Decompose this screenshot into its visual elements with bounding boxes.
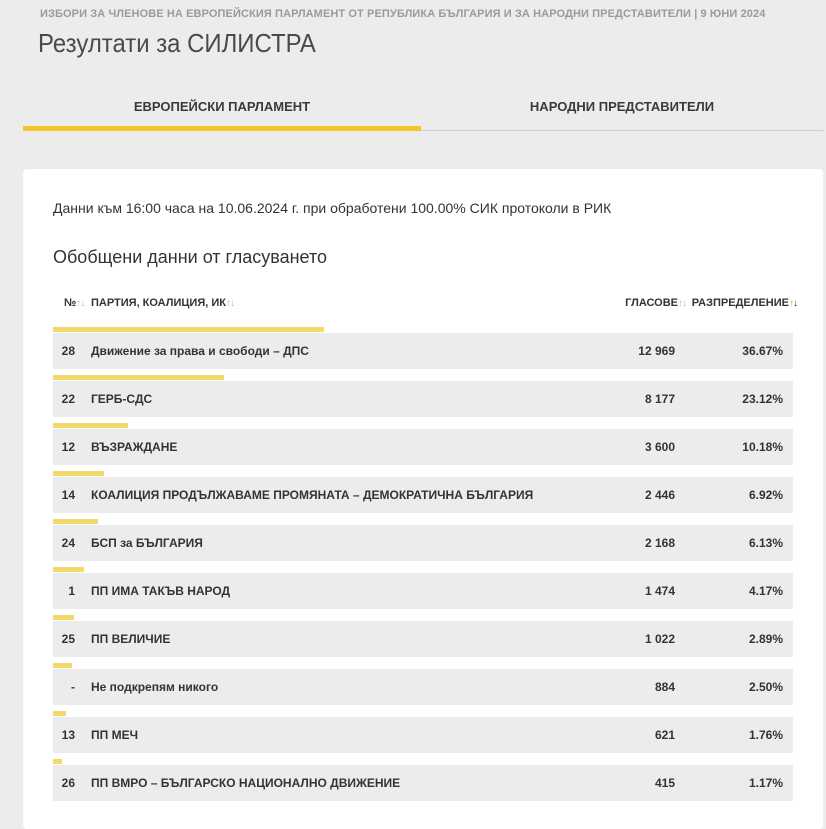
results-table xyxy=(53,327,793,807)
column-header-party[interactable] xyxy=(91,297,234,309)
party-share: 36.67% xyxy=(742,344,783,358)
table-row xyxy=(53,663,793,711)
party-number: 26 xyxy=(61,776,75,790)
party-number: 28 xyxy=(61,344,75,358)
party-votes: 621 xyxy=(654,728,675,742)
party-share: 6.13% xyxy=(748,536,783,550)
party-number: - xyxy=(71,680,75,694)
election-supertitle: ИЗБОРИ ЗА ЧЛЕНОВЕ НА ЕВРОПЕЙСКИЯ ПАРЛАМЕНТ ОТ РЕПУБЛИКА БЪЛГАРИЯ И ЗА НАРОДНИ ПРЕДСТАВИТЕЛИ | 9 ЮНИ 2024 xyxy=(40,8,766,20)
party-votes: 8 177 xyxy=(644,392,675,406)
party-votes: 3 600 xyxy=(644,440,675,454)
party-share: 4.17% xyxy=(748,584,783,598)
sort-desc-active-icon: ↑↓ xyxy=(789,298,797,309)
party-votes: 415 xyxy=(654,776,675,790)
vote-share-bar xyxy=(53,423,128,428)
table-row xyxy=(53,375,793,423)
vote-share-bar xyxy=(53,519,98,524)
party-votes: 2 168 xyxy=(644,536,675,550)
party-number: 13 xyxy=(61,728,75,742)
data-status-text: Данни към 16:00 часа на 10.06.2024 г. при обработени 100.00% СИК протоколи в РИК xyxy=(53,200,612,216)
sort-icon: ↑↓ xyxy=(225,298,234,309)
tab-label: НАРОДНИ ПРЕДСТАВИТЕЛИ xyxy=(529,98,715,114)
party-share: 23.12% xyxy=(742,392,783,406)
party-votes: 1 022 xyxy=(644,632,675,646)
party-name: ПП ИМА ТАКЪВ НАРОД xyxy=(91,584,231,598)
party-share: 2.89% xyxy=(748,632,783,646)
column-header-label: РАЗПРЕДЕЛЕНИЕ xyxy=(691,297,789,309)
sort-icon: ↑↓ xyxy=(678,298,686,309)
page-title: Резултати за СИЛИСТРА xyxy=(38,28,316,58)
vote-share-bar xyxy=(53,327,324,332)
party-votes: 884 xyxy=(654,680,675,694)
table-row xyxy=(53,711,793,759)
party-share: 10.18% xyxy=(742,440,783,454)
party-share: 1.17% xyxy=(748,776,783,790)
sort-icon: ↑↓ xyxy=(76,298,85,309)
tab-label: ЕВРОПЕЙСКИ ПАРЛАМЕНТ xyxy=(133,98,311,114)
column-header-label: ПАРТИЯ, КОАЛИЦИЯ, ИК xyxy=(91,297,226,309)
vote-share-bar xyxy=(53,663,72,668)
results-card xyxy=(23,169,823,829)
party-name: КОАЛИЦИЯ ПРОДЪЛЖАВАМЕ ПРОМЯНАТА – ДЕМОКРАТИЧНА БЪЛГАРИЯ xyxy=(91,488,534,502)
party-name: Движение за права и свободи – ДПС xyxy=(91,344,309,358)
party-name: ПП МЕЧ xyxy=(91,728,139,742)
party-share: 1.76% xyxy=(748,728,783,742)
table-row xyxy=(53,615,793,663)
vote-share-bar xyxy=(53,567,84,572)
table-row xyxy=(53,423,793,471)
column-header-votes[interactable] xyxy=(625,297,686,309)
party-number: 24 xyxy=(61,536,75,550)
vote-share-bar xyxy=(53,615,74,620)
party-share: 6.92% xyxy=(748,488,783,502)
party-number: 25 xyxy=(61,632,75,646)
column-header-label: № xyxy=(64,297,77,309)
party-number: 22 xyxy=(61,392,75,406)
column-header-label: ГЛАСОВЕ xyxy=(625,297,678,309)
vote-share-bar xyxy=(53,711,66,716)
party-number: 12 xyxy=(61,440,75,454)
party-share: 2.50% xyxy=(748,680,783,694)
active-tab-indicator xyxy=(23,126,421,131)
column-header-number[interactable] xyxy=(64,297,84,309)
table-row xyxy=(53,567,793,615)
election-tabs xyxy=(23,82,823,131)
table-row xyxy=(53,471,793,519)
table-row xyxy=(53,327,793,375)
party-name: ПП ВЕЛИЧИЕ xyxy=(91,632,171,646)
tab-national-assembly[interactable] xyxy=(423,82,821,130)
vote-share-bar xyxy=(53,471,104,476)
tab-european-parliament[interactable] xyxy=(23,82,421,130)
party-votes: 1 474 xyxy=(644,584,675,598)
party-number: 14 xyxy=(61,488,75,502)
table-row xyxy=(53,519,793,567)
column-header-share[interactable] xyxy=(692,297,797,309)
party-name: ГЕРБ-СДС xyxy=(91,392,153,406)
party-name: Не подкрепям никого xyxy=(91,680,219,694)
party-name: ПП ВМРО – БЪЛГАРСКО НАЦИОНАЛНО ДВИЖЕНИЕ xyxy=(91,776,401,790)
section-title: Обобщени данни от гласуването xyxy=(53,247,328,267)
party-votes: 12 969 xyxy=(638,344,675,358)
table-row xyxy=(53,759,793,807)
party-name: БСП за БЪЛГАРИЯ xyxy=(91,536,203,550)
vote-share-bar xyxy=(53,375,224,380)
party-votes: 2 446 xyxy=(644,488,675,502)
party-name: ВЪЗРАЖДАНЕ xyxy=(91,440,178,454)
party-number: 1 xyxy=(68,584,75,598)
vote-share-bar xyxy=(53,759,62,764)
